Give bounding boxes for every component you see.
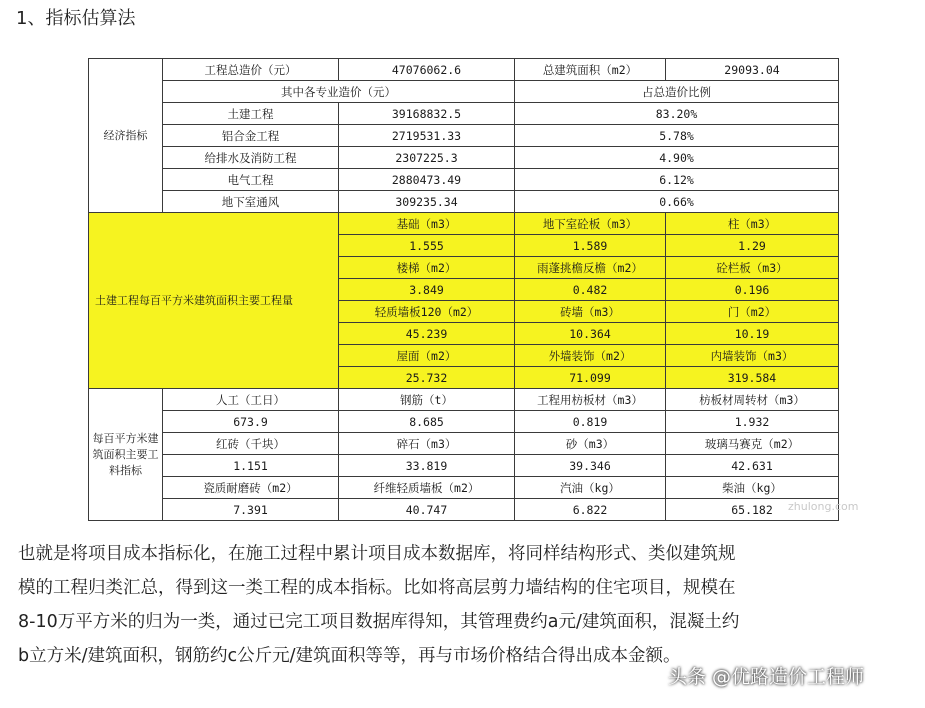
material-cell: 纤维轻质墙板（m2） — [339, 477, 515, 499]
material-cell: 人工（工日） — [163, 389, 339, 411]
econ-item-ratio: 4.90% — [515, 147, 839, 169]
civil-cell: 1.555 — [339, 235, 515, 257]
body-paragraph — [18, 537, 908, 673]
civil-cell: 10.364 — [515, 323, 666, 345]
table-row — [89, 191, 839, 213]
paragraph-line: b立方米/建筑面积，钢筋约c公斤元/建筑面积等等，再与市场价格结合得出成本金额。 — [18, 646, 681, 666]
civil-cell: 地下室砼板（m3） — [515, 213, 666, 235]
civil-cell: 0.196 — [666, 279, 839, 301]
total-cost-value: 47076062.6 — [339, 59, 515, 81]
material-cell: 1.151 — [163, 455, 339, 477]
material-cell: 673.9 — [163, 411, 339, 433]
econ-item-value: 39168832.5 — [339, 103, 515, 125]
table-row — [89, 147, 839, 169]
econ-item-value: 309235.34 — [339, 191, 515, 213]
material-cell: 65.182 — [666, 499, 839, 521]
econ-item-value: 2719531.33 — [339, 125, 515, 147]
civil-cell: 10.19 — [666, 323, 839, 345]
material-cell: 玻璃马赛克（m2） — [666, 433, 839, 455]
material-cell: 7.391 — [163, 499, 339, 521]
econ-item-name: 土建工程 — [163, 103, 339, 125]
table-row — [89, 81, 839, 103]
material-cell: 砂（m3） — [515, 433, 666, 455]
civil-cell: 砼栏板（m3） — [666, 257, 839, 279]
material-cell: 碎石（m3） — [339, 433, 515, 455]
material-cell: 枋板材周转材（m3） — [666, 389, 839, 411]
civil-cell: 基础（m3） — [339, 213, 515, 235]
table-row — [89, 125, 839, 147]
econ-item-name: 电气工程 — [163, 169, 339, 191]
faint-watermark: zhulong.com — [788, 500, 859, 513]
econ-item-ratio: 0.66% — [515, 191, 839, 213]
material-cell: 红砖（千块） — [163, 433, 339, 455]
civil-cell: 门（m2） — [666, 301, 839, 323]
econ-item-value: 2880473.49 — [339, 169, 515, 191]
econ-item-ratio: 6.12% — [515, 169, 839, 191]
material-cell: 39.346 — [515, 455, 666, 477]
table-row — [89, 499, 839, 521]
table-row — [89, 213, 839, 235]
econ-item-name: 铝合金工程 — [163, 125, 339, 147]
civil-cell: 71.099 — [515, 367, 666, 389]
econ-item-name: 地下室通风 — [163, 191, 339, 213]
civil-cell: 25.732 — [339, 367, 515, 389]
table-row — [89, 411, 839, 433]
table-row — [89, 59, 839, 81]
material-cell: 钢筋（t） — [339, 389, 515, 411]
material-cell: 42.631 — [666, 455, 839, 477]
total-area-value: 29093.04 — [666, 59, 839, 81]
civil-cell: 1.589 — [515, 235, 666, 257]
table-row — [89, 103, 839, 125]
civil-cell: 内墙装饰（m3） — [666, 345, 839, 367]
paragraph-line: 8-10万平方米的归为一类，通过已完工项目数据库得知，其管理费约a元/建筑面积，混凝土约 — [18, 612, 740, 632]
civil-cell: 0.482 — [515, 279, 666, 301]
material-cell: 工程用枋板材（m3） — [515, 389, 666, 411]
econ-item-ratio: 5.78% — [515, 125, 839, 147]
section-heading: 1、指标估算法 — [16, 8, 136, 29]
civil-cell: 楼梯（m2） — [339, 257, 515, 279]
civil-cell: 1.29 — [666, 235, 839, 257]
civil-cell: 柱（m3） — [666, 213, 839, 235]
paragraph-line: 模的工程归类汇总，得到这一类工程的成本指标。比如将高层剪力墙结构的住宅项目，规模在 — [18, 578, 736, 598]
material-cell: 33.819 — [339, 455, 515, 477]
econ-item-ratio: 83.20% — [515, 103, 839, 125]
civil-cell: 屋面（m2） — [339, 345, 515, 367]
table-row — [89, 169, 839, 191]
civil-cell: 3.849 — [339, 279, 515, 301]
civil-cell: 外墙装饰（m2） — [515, 345, 666, 367]
material-cell: 8.685 — [339, 411, 515, 433]
material-section-label: 每百平方米建筑面积主要工料指标 — [89, 389, 163, 521]
material-cell: 瓷质耐磨砖（m2） — [163, 477, 339, 499]
civil-cell: 轻质墙板120（m2） — [339, 301, 515, 323]
total-cost-label: 工程总造价（元） — [163, 59, 339, 81]
sub-header-left: 其中各专业造价（元） — [163, 81, 515, 103]
econ-section-label: 经济指标 — [89, 59, 163, 213]
cost-indicator-table — [88, 58, 839, 521]
table-row — [89, 389, 839, 411]
civil-cell: 砖墙（m3） — [515, 301, 666, 323]
material-cell: 0.819 — [515, 411, 666, 433]
civil-cell: 45.239 — [339, 323, 515, 345]
cost-indicator-table-image — [88, 58, 859, 517]
total-area-label: 总建筑面积（m2） — [515, 59, 666, 81]
civil-section-label: 土建工程每百平方米建筑面积主要工程量 — [89, 213, 339, 389]
material-cell: 6.822 — [515, 499, 666, 521]
sub-header-right: 占总造价比例 — [515, 81, 839, 103]
material-cell: 柴油（kg） — [666, 477, 839, 499]
table-row — [89, 433, 839, 455]
table-row — [89, 477, 839, 499]
author-watermark: 头条 @优路造价工程师 — [668, 666, 865, 688]
table-row — [89, 455, 839, 477]
material-cell: 40.747 — [339, 499, 515, 521]
econ-item-name: 给排水及消防工程 — [163, 147, 339, 169]
material-cell: 1.932 — [666, 411, 839, 433]
econ-item-value: 2307225.3 — [339, 147, 515, 169]
material-cell: 汽油（kg） — [515, 477, 666, 499]
paragraph-line: 也就是将项目成本指标化，在施工过程中累计项目成本数据库，将同样结构形式、类似建筑规 — [18, 544, 736, 564]
civil-cell: 319.584 — [666, 367, 839, 389]
civil-cell: 雨蓬挑檐反檐（m2） — [515, 257, 666, 279]
